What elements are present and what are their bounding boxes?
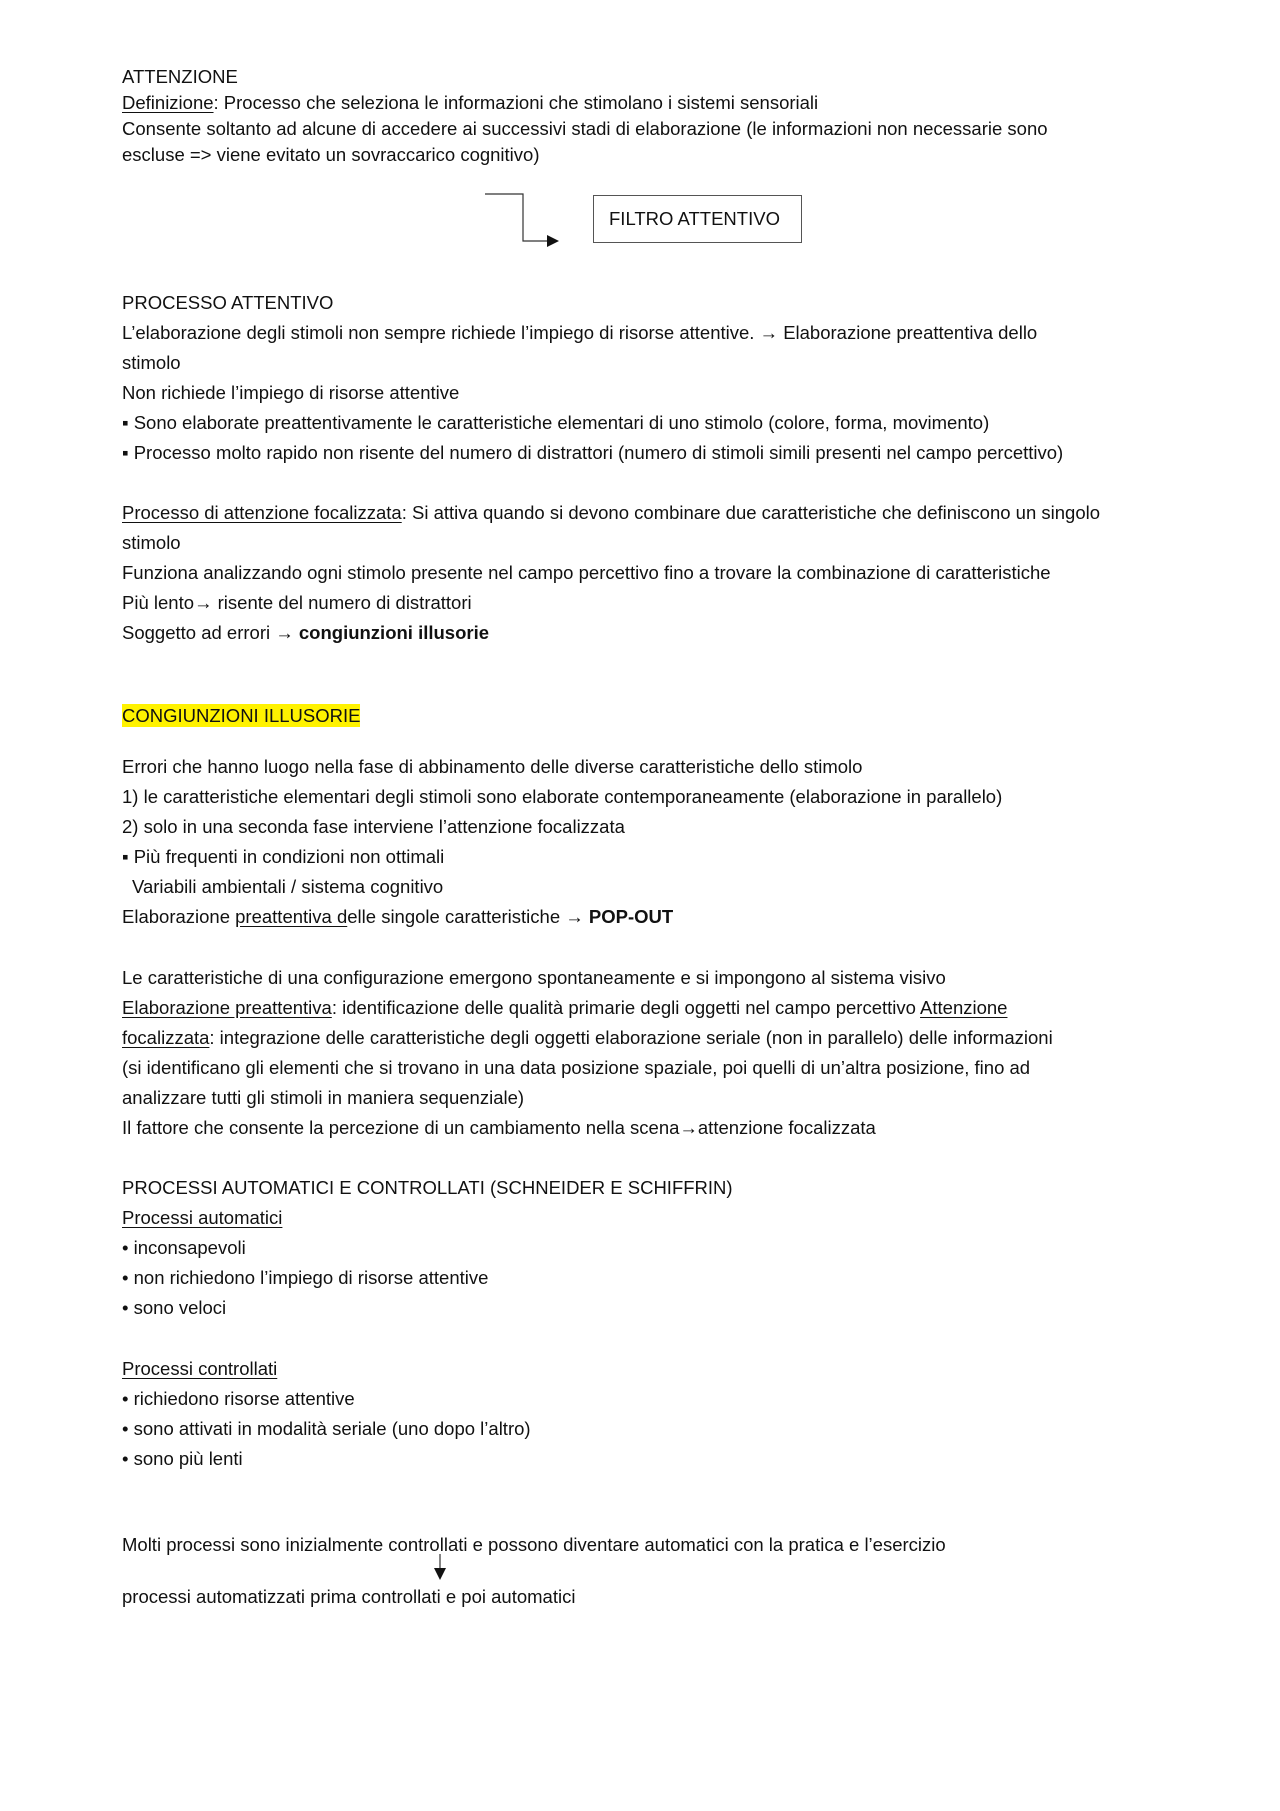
- text-line: Le caratteristiche di una configurazione emergono spontaneamente e si impongono al sistema visivo: [122, 967, 946, 988]
- bold-term: POP-OUT: [588, 906, 674, 927]
- bold-term: congiunzioni illusorie: [298, 622, 490, 643]
- text-line: Funziona analizzando ogni stimolo presente nel campo percettivo fino a trovare la combinazione di caratteristiche: [122, 562, 1051, 583]
- text-line: escluse => viene evitato un sovraccarico cognitivo): [122, 144, 540, 165]
- bullet-item: • non richiedono l’impiego di risorse attentive: [122, 1267, 489, 1288]
- text-line: analizzare tutti gli stimoli in maniera sequenziale): [122, 1087, 525, 1108]
- down-arrow-icon: [432, 1554, 448, 1584]
- bullet-item: • sono veloci: [122, 1297, 227, 1318]
- text-line: Più lento→ risente del numero di distrattori: [122, 592, 472, 613]
- filter-arrow-icon: [485, 193, 565, 253]
- list-item: 2) solo in una seconda fase interviene l’attenzione focalizzata: [122, 816, 625, 837]
- highlighted-heading: CONGIUNZIONI ILLUSORIE: [122, 705, 361, 726]
- page-title: ATTENZIONE: [122, 66, 238, 87]
- bullet-item: • inconsapevoli: [122, 1237, 246, 1258]
- section-heading: PROCESSO ATTENTIVO: [122, 292, 334, 313]
- text-line: Non richiede l’impiego di risorse attentive: [122, 382, 460, 403]
- bullet-item: • sono attivati in modalità seriale (uno dopo l’altro): [122, 1418, 531, 1439]
- focused-attention-line: Processo di attenzione focalizzata: Si attiva quando si devono combinare due caratteristiche che definiscono un singolo: [122, 502, 1101, 523]
- definition-text: : Processo che seleziona le informazioni che stimolano i sistemi sensoriali: [213, 92, 819, 113]
- text-line: Consente soltanto ad alcune di accedere ai successivi stadi di elaborazione (le informazioni non necessarie sono: [122, 118, 1048, 139]
- text-line: Errori che hanno luogo nella fase di abbinamento delle diverse caratteristiche dello stimolo: [122, 756, 863, 777]
- text-line: (si identificano gli elementi che si trovano in una data posizione spaziale, poi quelli di un’altra posizione, fino ad: [122, 1057, 1031, 1078]
- section-heading: PROCESSI AUTOMATICI E CONTROLLATI (SCHNEIDER E SCHIFFRIN): [122, 1177, 733, 1198]
- filter-label: FILTRO ATTENTIVO: [609, 208, 780, 229]
- definition-label: Definizione: [122, 92, 214, 113]
- definition-line: [122, 92, 818, 114]
- list-item: 1) le caratteristiche elementari degli stimoli sono elaborate contemporaneamente (elaborazione in parallelo): [122, 786, 1003, 807]
- text-line: stimolo: [122, 532, 181, 553]
- text-line: Soggetto ad errori → congiunzioni illusorie: [122, 622, 490, 643]
- subheading: Processi controllati: [122, 1358, 278, 1379]
- bullet-item: • sono più lenti: [122, 1448, 243, 1469]
- bullet-item: • richiedono risorse attentive: [122, 1388, 355, 1409]
- filter-box: [593, 195, 802, 243]
- text-line: focalizzata: integrazione delle caratteristiche degli oggetti elaborazione seriale (non in parallelo) delle informazioni: [122, 1027, 1053, 1048]
- text-line: L’elaborazione degli stimoli non sempre richiede l’impiego di risorse attentive. → Elaborazione preattentiva dello: [122, 322, 1038, 343]
- bullet-item: ▪ Più frequenti in condizioni non ottimali: [122, 846, 445, 867]
- text-line: Variabili ambientali / sistema cognitivo: [132, 876, 444, 897]
- text-line: Elaborazione preattentiva delle singole caratteristiche → POP-OUT: [122, 906, 674, 927]
- bullet-item: ▪ Processo molto rapido non risente del numero di distrattori (numero di stimoli simili presenti nel campo percettivo): [122, 442, 1064, 463]
- focused-attention-label: Processo di attenzione focalizzata: [122, 502, 402, 523]
- text-line: Elaborazione preattentiva: identificazione delle qualità primarie degli oggetti nel campo percettivo Attenzione: [122, 997, 1008, 1018]
- text-line: Il fattore che consente la percezione di un cambiamento nella scena→attenzione focalizzata: [122, 1117, 876, 1138]
- subheading: Processi automatici: [122, 1207, 283, 1228]
- bullet-item: ▪ Sono elaborate preattentivamente le caratteristiche elementari di uno stimolo (colore, forma, movimento): [122, 412, 990, 433]
- text-line: stimolo: [122, 352, 181, 373]
- text-line: processi automatizzati prima controllati e poi automatici: [122, 1586, 576, 1607]
- text-line: Molti processi sono inizialmente controllati e possono diventare automatici con la pratica e l’esercizio: [122, 1534, 946, 1555]
